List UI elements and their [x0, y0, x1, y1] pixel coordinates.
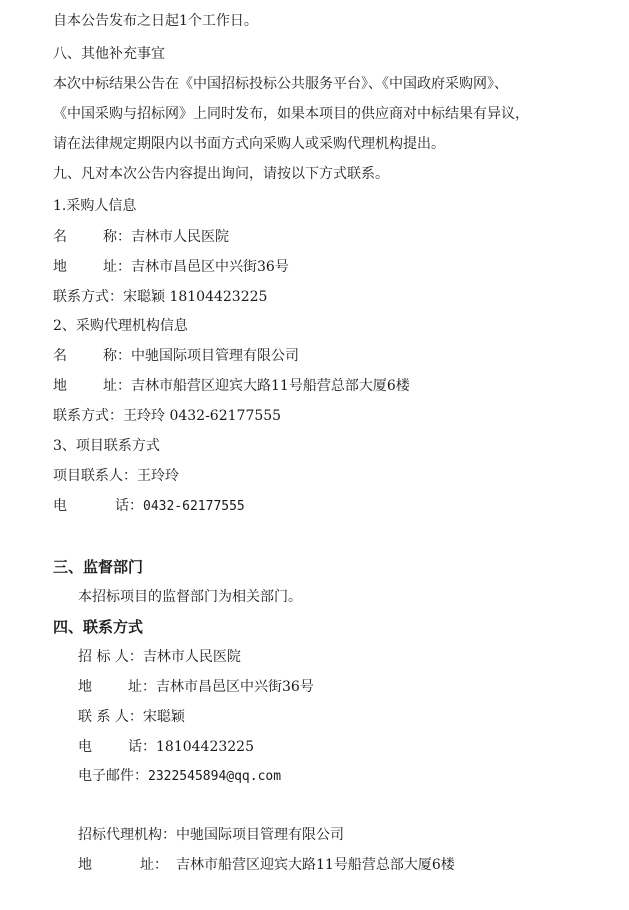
project-contact-phone-label-2: 话： — [115, 498, 143, 514]
project-contact-person-label: 项目联系人： — [53, 468, 137, 484]
project-contact-person: 王玲玲 — [137, 468, 179, 484]
contacts-agency-address: 吉林市船营区迎宾大路11号船营总部大厦6楼 — [176, 857, 455, 873]
purchaser-name-row — [53, 228, 229, 246]
contacts-tenderer-row — [78, 648, 241, 666]
purchaser-name-label-2: 称： — [103, 229, 131, 245]
contacts-email: 2322545894@qq.com — [148, 769, 282, 784]
contacts-tenderer-label: 招 标 人： — [78, 649, 143, 665]
purchaser-address-row — [53, 258, 289, 276]
purchaser-address-label-2: 址： — [103, 259, 131, 275]
contacts-agency-address-label-2: 址： — [140, 857, 168, 873]
contacts-agency: 中驰国际项目管理有限公司 — [176, 827, 344, 843]
contacts-email-row — [78, 767, 281, 786]
contacts-agency-address-label-1: 地 — [78, 857, 92, 873]
purchaser-title: 1.采购人信息 — [53, 198, 137, 214]
agency-address-label-1: 地 — [53, 378, 67, 394]
contacts-phone-label-1: 电 — [78, 739, 92, 755]
agency-contact-label: 联系方式： — [53, 408, 123, 424]
purchaser-address-label-1: 地 — [53, 259, 67, 275]
contacts-email-label: 电子邮件： — [78, 768, 148, 784]
project-contact-title: 3、项目联系方式 — [53, 438, 160, 454]
contacts-person-label: 联 系 人： — [78, 709, 143, 725]
contacts-phone-row — [78, 738, 254, 756]
agency-name-label-1: 名 — [53, 348, 67, 364]
supervision-title: 三、监督部门 — [53, 558, 144, 576]
agency-name: 中驰国际项目管理有限公司 — [131, 348, 299, 364]
project-contact-phone-row — [53, 497, 245, 516]
section9-title: 九、凡对本次公告内容提出询问，请按以下方式联系。 — [53, 166, 389, 182]
contacts-address-row — [78, 678, 314, 696]
contacts-address-label-2: 址： — [128, 679, 156, 695]
contacts-agency-row — [78, 826, 344, 844]
purchaser-name: 吉林市人民医院 — [131, 229, 229, 245]
purchaser-contact-label: 联系方式： — [53, 289, 123, 305]
supervision-text: 本招标项目的监督部门为相关部门。 — [78, 589, 302, 605]
purchaser-address: 吉林市昌邑区中兴街36号 — [131, 259, 289, 275]
contacts-title: 四、联系方式 — [53, 618, 144, 636]
contacts-phone: 18104423225 — [156, 739, 254, 755]
contacts-agency-address-row — [78, 856, 455, 874]
contacts-person-row — [78, 708, 185, 726]
contacts-person: 宋聪颖 — [142, 709, 185, 725]
section8-title: 八、其他补充事宜 — [53, 46, 165, 62]
project-contact-phone: 0432-62177555 — [143, 499, 245, 514]
purchaser-contact-row — [53, 288, 267, 306]
project-contact-person-row — [53, 467, 179, 485]
agency-title: 2、采购代理机构信息 — [53, 318, 188, 334]
section8-paragraph-line2: 《中国采购与招标网》上同时发布，如果本项目的供应商对中标结果有异议， — [53, 106, 529, 122]
contacts-tenderer: 吉林市人民医院 — [142, 649, 241, 665]
deadline-line: 自本公告发布之日起1个工作日。 — [53, 13, 258, 29]
section8-paragraph-line1: 本次中标结果公告在《中国招标投标公共服务平台》、《中国政府采购网》、 — [53, 76, 508, 92]
section8-paragraph-line3: 请在法律规定期限内以书面方式向采购人或采购代理机构提出。 — [53, 136, 445, 152]
agency-name-row — [53, 347, 299, 365]
agency-address-label-2: 址： — [103, 378, 131, 394]
agency-address: 吉林市船营区迎宾大路11号船营总部大厦6楼 — [131, 378, 410, 394]
project-contact-phone-label-1: 电 — [53, 498, 67, 514]
agency-name-label-2: 称： — [103, 348, 131, 364]
contacts-address: 吉林市昌邑区中兴街36号 — [156, 679, 314, 695]
purchaser-name-label-1: 名 — [53, 229, 67, 245]
contacts-phone-label-2: 话： — [128, 739, 156, 755]
agency-contact-row — [53, 407, 281, 425]
contacts-agency-label: 招标代理机构： — [78, 827, 176, 843]
agency-contact: 王玲玲 0432-62177555 — [123, 408, 282, 424]
agency-address-row — [53, 377, 410, 395]
purchaser-contact: 宋聪颖 18104423225 — [123, 289, 268, 305]
contacts-address-label-1: 地 — [78, 679, 92, 695]
